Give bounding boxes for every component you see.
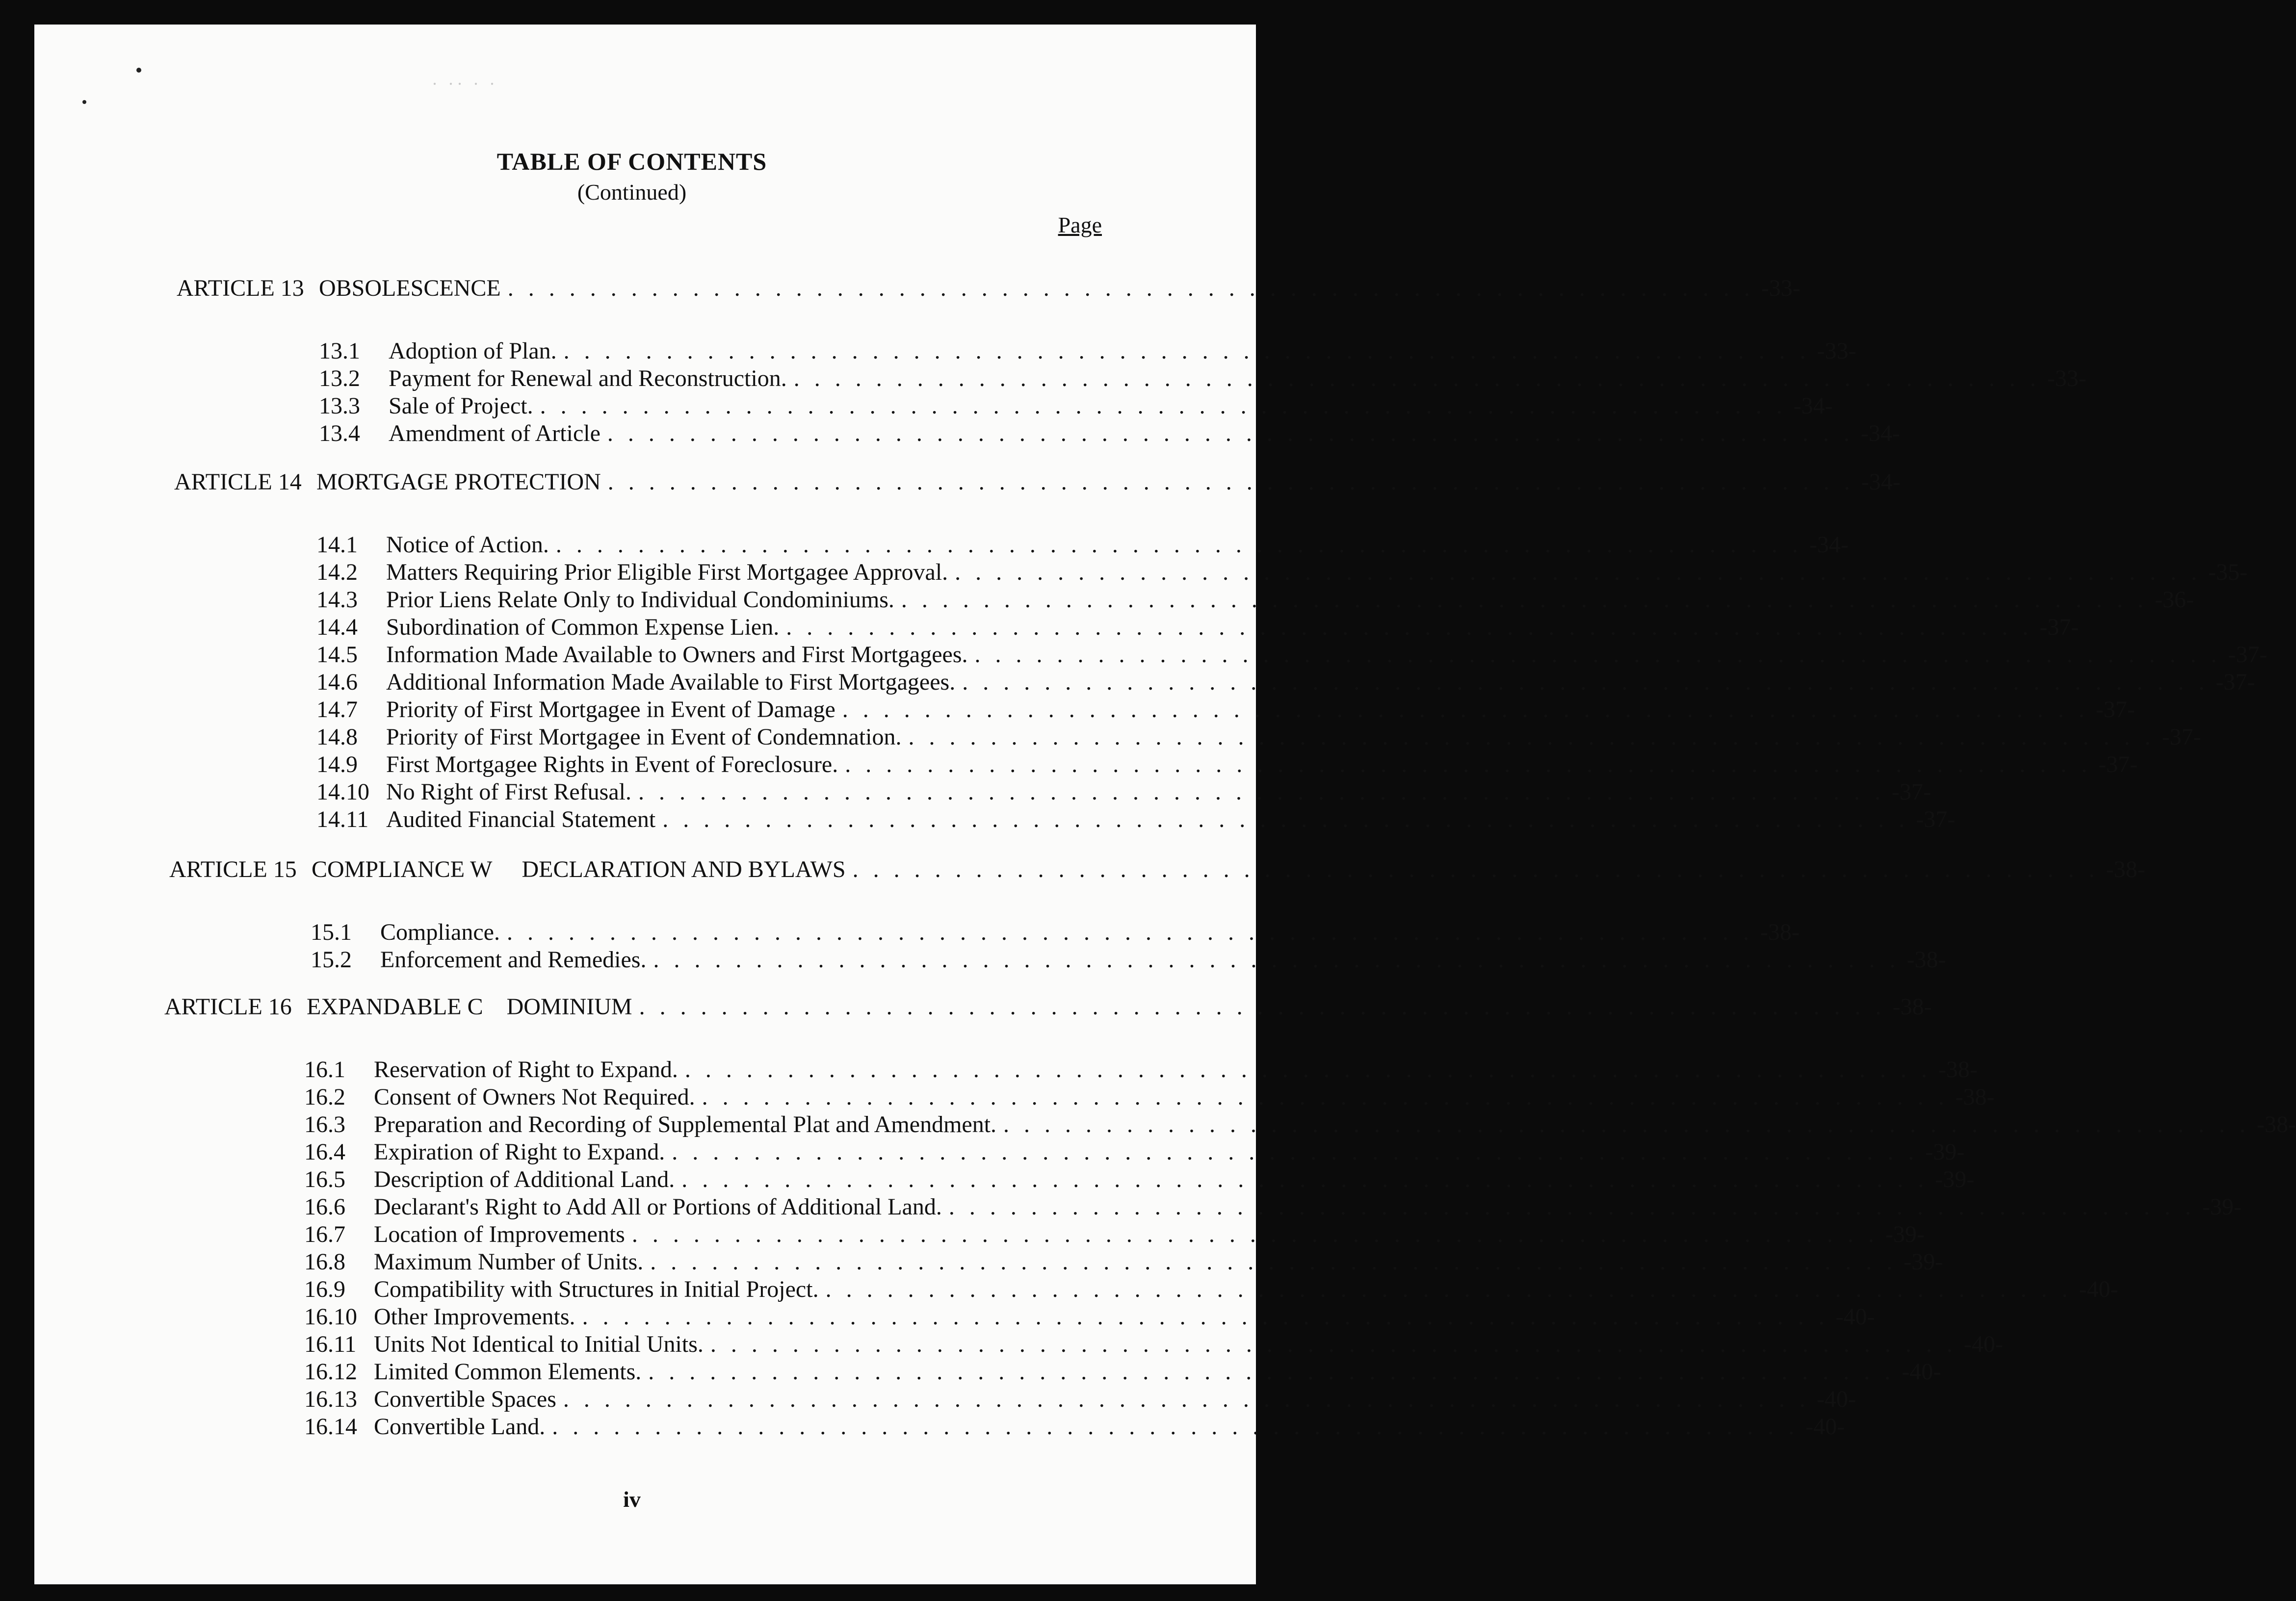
page-number: -38-: [2106, 856, 2145, 882]
dot-leader: . . . . . . . . . . . . . . . . . . . . . . . . . . . . . . . . . . . . . . . . . . . . . . . . . . . . . . . . . . . . .: [555, 532, 1802, 558]
article-number: ARTICLE 14: [174, 469, 302, 495]
section-title: Declarant's Right to Add All or Portions of Additional Land.: [374, 1194, 942, 1220]
page-number: -38-: [1955, 1084, 1995, 1110]
dot-leader: . . . . . . . . . . . . . . . . . . . . . . . . . . . . . . . . . . . . . . . . . . . . . . . . . . . . . . . . . . . . .: [540, 393, 1787, 419]
page-number: -38-: [1760, 919, 1800, 945]
page-number: -34-: [1793, 393, 1833, 419]
section-title: Prior Liens Relate Only to Individual Condominiums.: [386, 587, 894, 613]
dot-leader: . . . . . . . . . . . . . . . . . . . . . . . . . . . . . . . . . . . . . . . . . . . . . . . . . . . . . . . . . . . . .: [681, 1166, 1929, 1192]
dot-leader: . . . . . . . . . . . . . . . . . . . . . . . . . . . . . . . . . . . . . . . . . . . . . . . . . . . . . . . . . . . . .: [506, 919, 1753, 945]
section-row: [316, 586, 2194, 613]
page-number: -40-: [1816, 1386, 1856, 1412]
section-number: 14.1: [316, 532, 358, 558]
article-title: MORTGAGE PROTECTION: [316, 469, 601, 495]
dot-leader: . . . . . . . . . . . . . . . . . . . . . . . . . . . . . . . . . . . . . . . . . . . . . . . . . . . . . . . . . . . . .: [908, 724, 2155, 750]
page-number: -37-: [2039, 614, 2079, 640]
section-row: [304, 1221, 1925, 1248]
section-row: [304, 1386, 1856, 1413]
dot-leader: . . . . . . . . . . . . . . . . . . . . . . . . . . . . . . . . . . . . . . . . . . . . . . . . . . . . . . . . . . . . .: [638, 779, 1885, 805]
page-number: -38-: [1892, 994, 1932, 1020]
dot-leader: . . . . . . . . . . . . . . . . . . . . . . . . . . . . . . . . . . . . . . . . . . . . . . . . . . . . . . . . . . . . .: [653, 947, 1900, 973]
section-title: Convertible Spaces: [374, 1386, 556, 1412]
section-row: [304, 1138, 1965, 1165]
section-title: First Mortgagee Rights in Event of Foreclosure.: [386, 751, 838, 777]
dot-leader: . . . . . . . . . . . . . . . . . . . . . . . . . . . . . . . . . . . . . . . . . . . . . . . . . . . . . . . . . . . . .: [607, 469, 1854, 495]
section-row: [316, 806, 1956, 833]
page-number: -35-: [2208, 559, 2248, 585]
section-title: Information Made Available to Owners and First Mortgagees.: [386, 642, 968, 668]
section-row: [304, 1331, 2003, 1358]
page-number: -38-: [1906, 947, 1946, 973]
page-number: -40-: [1805, 1414, 1845, 1440]
toc-subtitle: (Continued): [577, 180, 687, 205]
section-row: [316, 723, 2201, 750]
dot-leader: . . . . . . . . . . . . . . . . . . . . . . . . . . . . . . . . . . . . . . . . . . . . . . . . . . . . . . . . . . . . .: [901, 587, 2148, 613]
dot-leader: . . . . . . . . . . . . . . . . . . . . . . . . . . . . . . . . . . . . . . . . . . . . . . . . . . . . . . . . . . . . .: [607, 420, 1854, 446]
section-number: 16.9: [304, 1276, 345, 1302]
section-number: 14.8: [316, 724, 358, 750]
dot-leader: . . . . . . . . . . . . . . . . . . . . . . . . . . . . . . . . . . . . . . . . . . . . . . . . . . . . . . . . . . . . .: [639, 994, 1886, 1020]
article-title: OBSOLESCENCE: [319, 275, 501, 301]
section-row: [311, 919, 1800, 946]
page-number: -39-: [2202, 1194, 2242, 1220]
article-title: EXPANDABLE C DOMINIUM: [307, 994, 632, 1020]
dot-leader: . . . . . . . . . . . . . . . . . . . . . . . . . . . . . . . . . . . . . . . . . . . . . . . . . . . . . . . . . . . . .: [552, 1414, 1799, 1440]
section-title: Sale of Project.: [389, 393, 533, 419]
dot-leader: . . . . . . . . . . . . . . . . . . . . . . . . . . . . . . . . . . . . . . . . . . . . . . . . . . . . . . . . . . . . .: [710, 1331, 1957, 1357]
page-number: -38-: [1938, 1057, 1978, 1083]
article-number: ARTICLE 16: [164, 994, 292, 1020]
page-number: -37-: [1916, 806, 1956, 832]
section-number: 14.2: [316, 559, 358, 585]
page-number: -39-: [1904, 1249, 1943, 1275]
section-title: Payment for Renewal and Reconstruction.: [389, 365, 787, 391]
section-number: 14.3: [316, 587, 358, 613]
dot-leader: . . . . . . . . . . . . . . . . . . . . . . . . . . . . . . . . . . . . . . . . . . . . . . . . . . . . . . . . . . . . .: [582, 1304, 1829, 1330]
page-column-header: Page: [1058, 212, 1102, 237]
page-number: -37-: [2162, 724, 2201, 750]
section-number: 15.1: [311, 919, 352, 945]
article-row: [164, 993, 1932, 1020]
section-number: 16.1: [304, 1057, 345, 1083]
section-title: Location of Improvements: [374, 1221, 625, 1247]
dot-leader: . . . . . . . . . . . . . . . . . . . . . . . . . . . . . . . . . . . . . . . . . . . . . . . . . . . . . . . . . . . . .: [793, 365, 2040, 391]
section-title: No Right of First Refusal.: [386, 779, 631, 805]
page-number: -34-: [1861, 469, 1901, 495]
dot-leader: . . . . . . . . . . . . . . . . . . . . . . . . . . . . . . . . . . . . . . . . . . . . . . . . . . . . . . . . . . . . .: [948, 1194, 2195, 1220]
section-row: [304, 1193, 2242, 1220]
section-row: [316, 669, 2255, 696]
section-row: [316, 614, 2079, 641]
section-title: Matters Requiring Prior Eligible First Mortgagee Approval.: [386, 559, 948, 585]
section-number: 16.13: [304, 1386, 357, 1412]
page-number: -33-: [1761, 275, 1800, 301]
section-number: 13.4: [319, 420, 360, 446]
section-title: Compatibility with Structures in Initial Project.: [374, 1276, 819, 1302]
section-row: [319, 392, 1833, 419]
section-title: Priority of First Mortgagee in Event of Condemnation.: [386, 724, 902, 750]
article-number: ARTICLE 15: [169, 856, 297, 882]
page-number: -39-: [1935, 1166, 1975, 1192]
section-title: Reservation of Right to Expand.: [374, 1057, 678, 1083]
section-number: 13.2: [319, 365, 360, 391]
section-number: 14.6: [316, 669, 358, 695]
section-number: 16.7: [304, 1221, 345, 1247]
section-row: [304, 1413, 1845, 1440]
page-number: -40-: [1902, 1359, 1941, 1385]
page-number: -39-: [1925, 1139, 1965, 1165]
dot-leader: . . . . . . . . . . . . . . . . . . . . . . . . . . . . . . . . . . . . . . . . . . . . . . . . . . . . . . . . . . . . .: [974, 642, 2221, 668]
article-title: COMPLIANCE W DECLARATION AND BYLAWS: [312, 856, 846, 882]
page-folio: iv: [623, 1487, 641, 1512]
section-row: [316, 531, 1849, 558]
section-number: 16.5: [304, 1166, 345, 1192]
section-title: Maximum Number of Units.: [374, 1249, 644, 1275]
section-title: Audited Financial Statement: [386, 806, 656, 832]
page-number: -40-: [1963, 1331, 2003, 1357]
page-number: -37-: [2095, 697, 2135, 723]
section-row: [316, 559, 2248, 586]
page-number: -39-: [1885, 1221, 1925, 1247]
section-title: Expiration of Right to Expand.: [374, 1139, 665, 1165]
section-number: 16.6: [304, 1194, 345, 1220]
dot-leader: . . . . . . . . . . . . . . . . . . . . . . . . . . . . . . . . . . . . . . . . . . . . . . . . . . . . . . . . . . . . .: [1003, 1111, 2250, 1137]
page-number: -38-: [2257, 1111, 2296, 1137]
section-title: Consent of Owners Not Required.: [374, 1084, 695, 1110]
section-row: [304, 1084, 1995, 1110]
article-row: [174, 468, 1901, 495]
dot-leader: . . . . . . . . . . . . . . . . . . . . . . . . . . . . . . . . . . . . . . . . . . . . . . . . . . . . . . . . . . . . .: [648, 1359, 1895, 1385]
page-number: -36-: [2154, 587, 2194, 613]
section-row: [304, 1276, 2118, 1303]
section-row: [316, 696, 2135, 723]
toc-title: TABLE OF CONTENTS: [496, 148, 767, 175]
section-number: 16.8: [304, 1249, 345, 1275]
dot-leader: . . . . . . . . . . . . . . . . . . . . . . . . . . . . . . . . . . . . . . . . . . . . . . . . . . . . . . . . . . . . .: [684, 1057, 1931, 1083]
section-number: 14.4: [316, 614, 358, 640]
page-number: -34-: [1809, 532, 1849, 558]
dot-leader: . . . . . . . . . . . . . . . . . . . . . . . . . . . . . . . . . . . . . . . . . . . . . . . . . . . . . . . . . . . . .: [563, 338, 1810, 364]
section-number: 14.11: [316, 806, 369, 832]
page-number: -40-: [1835, 1304, 1875, 1330]
section-number: 14.7: [316, 697, 358, 723]
section-title: Convertible Land.: [374, 1414, 546, 1440]
page-number: -37-: [2228, 642, 2268, 668]
faint-scan-mark: · ·· · ·: [432, 74, 498, 94]
section-row: [316, 641, 2268, 668]
section-title: Amendment of Article: [389, 420, 600, 446]
section-row: [304, 1303, 1875, 1330]
section-title: Notice of Action.: [386, 532, 549, 558]
section-row: [319, 420, 1900, 447]
section-number: 13.1: [319, 338, 360, 364]
section-title: Description of Additional Land.: [374, 1166, 675, 1192]
section-title: Subordination of Common Expense Lien.: [386, 614, 780, 640]
page-number: -37-: [2098, 751, 2138, 777]
section-number: 16.14: [304, 1414, 357, 1440]
section-title: Limited Common Elements.: [374, 1359, 642, 1385]
page-number: -37-: [1892, 779, 1931, 805]
page-number: -40-: [2079, 1276, 2118, 1302]
dot-leader: . . . . . . . . . . . . . . . . . . . . . . . . . . . . . . . . . . . . . . . . . . . . . . . . . . . . . . . . . . . . .: [955, 559, 2202, 585]
page-number: -33-: [1817, 338, 1856, 364]
section-row: [316, 751, 2138, 778]
section-row: [304, 1248, 1943, 1275]
section-row: [319, 365, 2087, 392]
page-number: -33-: [2047, 365, 2087, 391]
section-row: [319, 337, 1856, 364]
section-row: [304, 1166, 1975, 1193]
section-number: 16.10: [304, 1304, 357, 1330]
section-title: Other Improvements.: [374, 1304, 575, 1330]
section-row: [304, 1358, 1941, 1385]
article-row: [177, 275, 1800, 302]
section-row: [304, 1056, 1978, 1083]
article-number: ARTICLE 13: [177, 275, 304, 301]
article-row: [169, 856, 2145, 883]
dot-leader: . . . . . . . . . . . . . . . . . . . . . . . . . . . . . . . . . . . . . . . . . . . . . . . . . . . . . . . . . . . . .: [563, 1386, 1810, 1412]
page-number: -37-: [2216, 669, 2255, 695]
section-number: 16.2: [304, 1084, 345, 1110]
section-title: Enforcement and Remedies.: [380, 947, 647, 973]
dot-leader: . . . . . . . . . . . . . . . . . . . . . . . . . . . . . . . . . . . . . . . . . . . . . . . . . . . . . . . . . . . . .: [631, 1221, 1879, 1247]
section-row: [311, 946, 1946, 973]
section-title: Compliance.: [380, 919, 500, 945]
dot-leader: . . . . . . . . . . . . . . . . . . . . . . . . . . . . . . . . . . . . . . . . . . . . . . . . . . . . . . . . . . . . .: [672, 1139, 1919, 1165]
section-title: Adoption of Plan.: [389, 338, 557, 364]
dot-leader: . . . . . . . . . . . . . . . . . . . . . . . . . . . . . . . . . . . . . . . . . . . . . . . . . . . . . . . . . . . . .: [962, 669, 2209, 695]
section-title: Additional Information Made Available to First Mortgagees.: [386, 669, 956, 695]
section-row: [304, 1111, 2296, 1138]
dot-leader: . . . . . . . . . . . . . . . . . . . . . . . . . . . . . . . . . . . . . . . . . . . . . . . . . . . . . . . . . . . . .: [786, 614, 2033, 640]
section-number: 13.3: [319, 393, 360, 419]
section-title: Units Not Identical to Initial Units.: [374, 1331, 704, 1357]
page-number: -34-: [1860, 420, 1900, 446]
dot-leader: . . . . . . . . . . . . . . . . . . . . . . . . . . . . . . . . . . . . . . . . . . . . . . . . . . . . . . . . . . . . .: [852, 856, 2099, 882]
section-number: 14.9: [316, 751, 358, 777]
section-title: Priority of First Mortgagee in Event of Damage: [386, 697, 835, 723]
dot-leader: . . . . . . . . . . . . . . . . . . . . . . . . . . . . . . . . . . . . . . . . . . . . . . . . . . . . . . . . . . . . .: [662, 806, 1909, 832]
section-number: 14.10: [316, 779, 369, 805]
section-row: [316, 778, 1931, 805]
dot-leader: . . . . . . . . . . . . . . . . . . . . . . . . . . . . . . . . . . . . . . . . . . . . . . . . . . . . . . . . . . . . .: [825, 1276, 2072, 1302]
section-number: 16.4: [304, 1139, 345, 1165]
section-number: 14.5: [316, 642, 358, 668]
dot-leader: . . . . . . . . . . . . . . . . . . . . . . . . . . . . . . . . . . . . . . . . . . . . . . . . . . . . . . . . . . . . .: [650, 1249, 1897, 1275]
dot-leader: . . . . . . . . . . . . . . . . . . . . . . . . . . . . . . . . . . . . . . . . . . . . . . . . . . . . . . . . . . . . .: [702, 1084, 1949, 1110]
dot-leader: . . . . . . . . . . . . . . . . . . . . . . . . . . . . . . . . . . . . . . . . . . . . . . . . . . . . . . . . . . . . .: [842, 697, 2089, 723]
section-number: 16.3: [304, 1111, 345, 1137]
section-number: 16.11: [304, 1331, 357, 1357]
dot-leader: . . . . . . . . . . . . . . . . . . . . . . . . . . . . . . . . . . . . . . . . . . . . . . . . . . . . . . . . . . . . .: [507, 275, 1754, 301]
dot-leader: . . . . . . . . . . . . . . . . . . . . . . . . . . . . . . . . . . . . . . . . . . . . . . . . . . . . . . . . . . . . .: [845, 751, 2092, 777]
section-number: 15.2: [311, 947, 352, 973]
section-number: 16.12: [304, 1359, 357, 1385]
section-title: Preparation and Recording of Supplemental Plat and Amendment.: [374, 1111, 997, 1137]
